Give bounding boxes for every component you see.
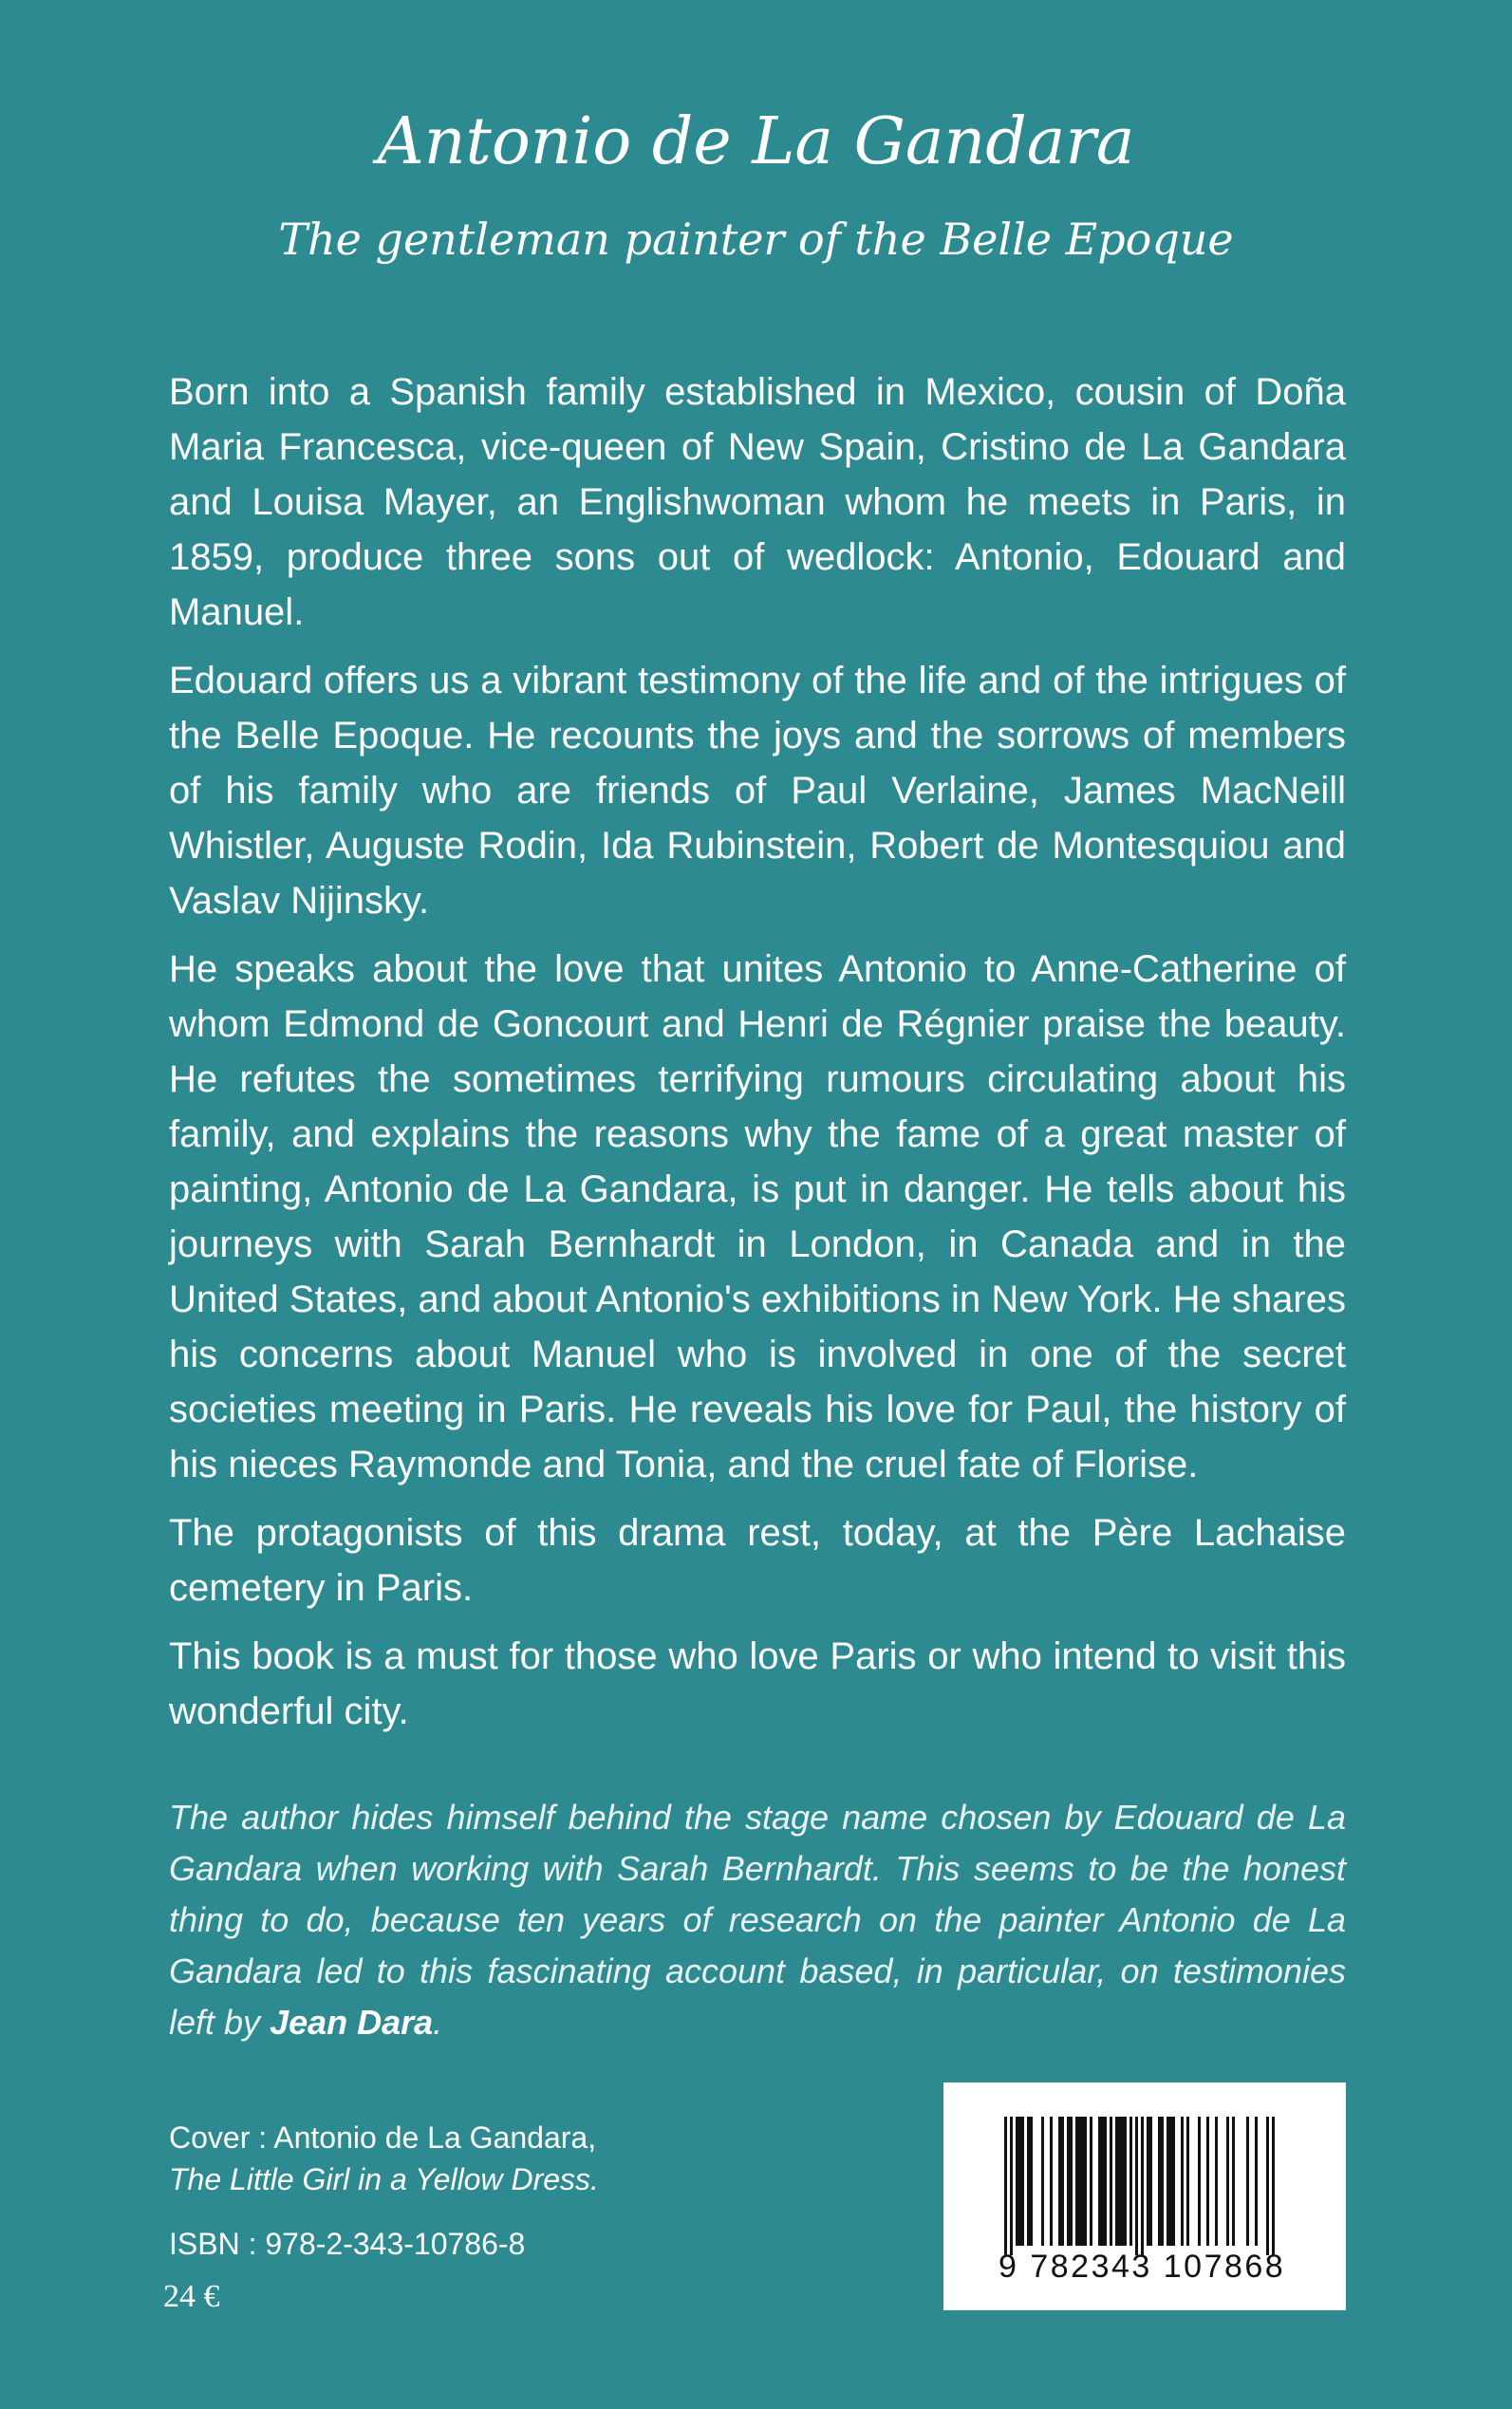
barcode-bar: [1169, 2117, 1172, 2246]
barcode-bar: [1110, 2117, 1112, 2246]
barcode-bar: [1016, 2117, 1018, 2246]
barcode-bar: [1067, 2117, 1070, 2246]
barcode-bar: [1255, 2117, 1258, 2246]
barcode-bar: [1181, 2117, 1184, 2246]
barcode-bar: [1141, 2117, 1144, 2255]
blurb-paragraph: He speaks about the love that unites Antonio to Anne-Catherine of whom Edmond de Goncourt and Henri de Régnier praise the beauty. He refutes the sometimes terrifying rumours circulating about his family, and explains the reasons why the fame of a great master of painting, Antonio de La Gandara, is put in danger. He tells about his journeys with Sarah Bernhardt in London, in Canada and in the United States, and about Antonio's exhibitions in New York. He shares his concerns about Manuel who is involved in one of the secret societies meeting in Paris. He reveals his love for Paul, the history of his nieces Raymonde and Tonia, and the cruel fate of Florise.: [169, 948, 1346, 1485]
barcode-bar: [1115, 2117, 1118, 2246]
barcode-bar: [1101, 2117, 1104, 2246]
author-note: [169, 1792, 1346, 2048]
barcode-digits: 9 782343 107868: [999, 2249, 1286, 2285]
blurb: [169, 364, 1346, 1752]
barcode-bar: [1081, 2117, 1084, 2246]
cover-credits: [169, 2117, 757, 2200]
barcode-bar: [1172, 2117, 1175, 2246]
barcode-bar: [1266, 2117, 1269, 2255]
barcode-bar: [1090, 2117, 1092, 2246]
price: 24 €: [163, 2279, 220, 2314]
barcode-bar: [1018, 2117, 1021, 2246]
isbn: ISBN : 978-2-343-10786-8: [169, 2227, 526, 2261]
barcode-bar: [1124, 2117, 1127, 2246]
barcode-bar: [1149, 2117, 1152, 2246]
barcode-bar: [1246, 2117, 1249, 2246]
book-subtitle: The gentleman painter of the Belle Epoque: [278, 214, 1234, 265]
barcode-bar: [1058, 2117, 1061, 2246]
barcode-bar: [1129, 2117, 1132, 2246]
cover-artwork-title: The Little Girl in a Yellow Dress.: [169, 2162, 599, 2196]
author-note-end: .: [433, 2003, 443, 2042]
barcode-bar: [1147, 2117, 1149, 2246]
barcode-bar: [1070, 2117, 1073, 2246]
barcode-bar: [1004, 2117, 1007, 2255]
barcode-bar: [1041, 2117, 1044, 2246]
barcode-bars: [1000, 2117, 1285, 2255]
barcode-bar: [1021, 2117, 1024, 2246]
barcode-bar: [1272, 2117, 1275, 2255]
barcode-bar: [1050, 2117, 1053, 2246]
barcode-bar: [1098, 2117, 1101, 2246]
blurb-paragraph: The protagonists of this drama rest, today, at the Père Lachaise cemetery in Paris.: [169, 1512, 1346, 1609]
blurb-paragraph: This book is a must for those who love Paris or who intend to visit this wonderful city.: [169, 1635, 1346, 1732]
blurb-paragraph: Edouard offers us a vibrant testimony of the life and of the intrigues of the Belle Epoque. He recounts the joys and the sorrows of members of his family who are friends of Paul Verlaine, James MacNeill Whistler, Auguste Rodin, Ida Rubinstein, Robert de Montesquiou and Vaslav Nijinsky.: [169, 660, 1346, 922]
barcode: [943, 2082, 1346, 2310]
blurb-paragraph: Born into a Spanish family established in Mexico, cousin of Doña Maria Francesca, vice-queen of New Spain, Cristino de La Gandara and Louisa Mayer, an Englishwoman whom he meets in Paris, in 1859, produce three sons out of wedlock: Antonio, Edouard and Manuel.: [169, 371, 1346, 633]
author-note-text: The author hides himself behind the stage name chosen by Edouard de La Gandara when working with Sarah Bernhardt. This seems to be the honest thing to do, because ten years of research on the painter Antonio de La Gandara led to this fascinating account based, in particular, on testimonies left by: [169, 1798, 1346, 2042]
cover-credit-line: Cover : Antonio de La Gandara,: [169, 2120, 597, 2155]
barcode-bar: [1078, 2117, 1081, 2246]
barcode-bar: [1061, 2117, 1064, 2246]
barcode-bar: [1135, 2117, 1138, 2255]
barcode-bar: [1104, 2117, 1107, 2246]
barcode-bar: [1206, 2117, 1209, 2246]
barcode-bar: [1158, 2117, 1161, 2246]
barcode-bar: [1075, 2117, 1078, 2246]
barcode-bar: [1198, 2117, 1201, 2246]
barcode-bar: [1186, 2117, 1189, 2246]
barcode-bar: [1121, 2117, 1124, 2246]
barcode-bar: [1161, 2117, 1164, 2246]
author-name: Jean Dara: [270, 2003, 434, 2042]
barcode-bar: [1010, 2117, 1013, 2255]
barcode-bar: [1167, 2117, 1169, 2246]
barcode-bar: [1084, 2117, 1087, 2246]
barcode-bar: [1027, 2117, 1030, 2246]
barcode-bar: [1030, 2117, 1033, 2246]
barcode-bar: [1118, 2117, 1121, 2246]
barcode-bar: [1215, 2117, 1218, 2246]
barcode-bar: [1232, 2117, 1235, 2246]
book-title: Antonio de La Gandara: [377, 104, 1135, 179]
barcode-bar: [1226, 2117, 1229, 2246]
